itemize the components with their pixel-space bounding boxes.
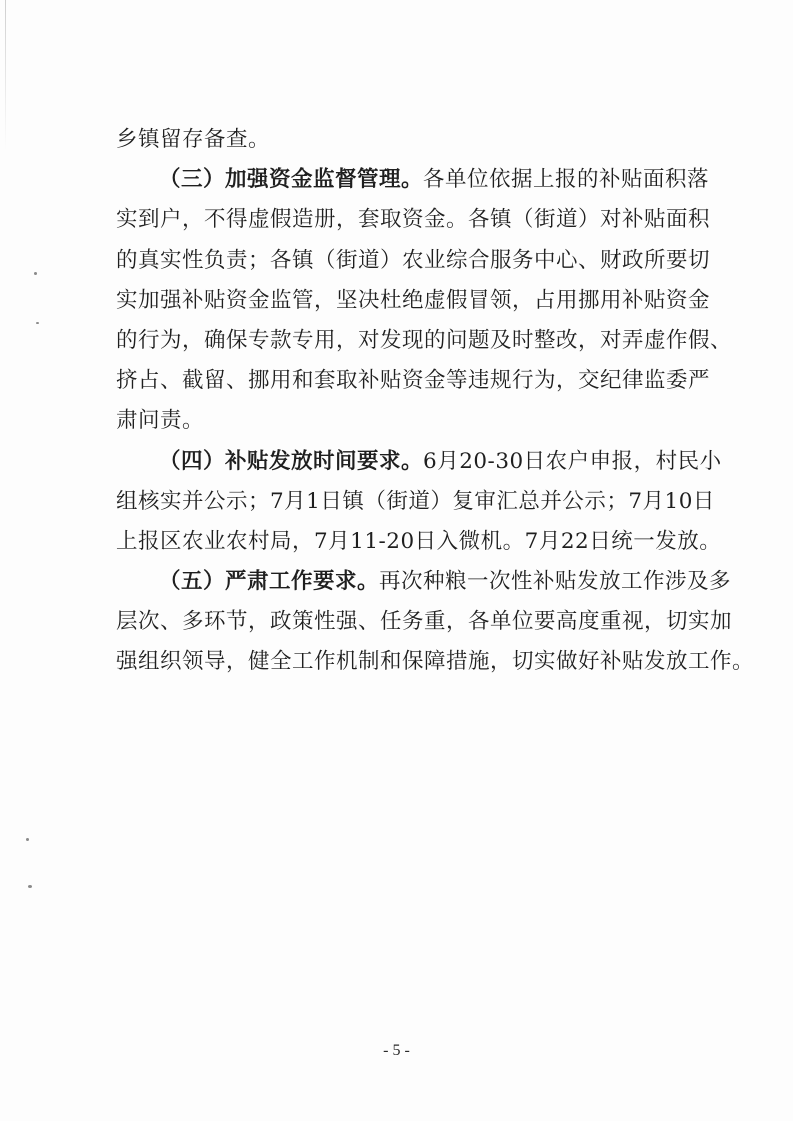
paragraph-text: 6月20-30日农户申报，村民小 [423,448,722,474]
paragraph-line: 层次、多环节，政策性强、任务重，各单位要高度重视，切实加 [116,609,733,635]
paragraph-line: 乡镇留存备查。 [116,127,271,152]
scan-speck [36,322,39,324]
section-heading: （三）加强资金监督管理。 [159,167,424,193]
paragraph-line: 实到户，不得虚假造册，套取资金。各镇（街道）对补贴面积 [116,207,711,233]
paragraph-text: 再次种粮一次性补贴发放工作涉及多 [379,569,732,595]
scan-speck [26,838,29,841]
paragraph-line: 上报区农业农村局，7月11-20日入微机。7月22日统一发放。 [116,528,722,554]
paragraph-line: 的真实性负责；各镇（街道）农业综合服务中心、财政所要切 [116,247,711,273]
scan-edge-mark [5,0,6,150]
section-heading: （四）补贴发放时间要求。 [159,448,424,474]
paragraph-line: 挤占、截留、挪用和套取补贴资金等违规行为，交纪律监委严 [116,368,711,394]
paragraph-line: 的行为，确保专款专用，对发现的问题及时整改，对弄虚作假、 [116,327,733,353]
scan-speck [34,272,37,275]
scan-speck [28,885,32,888]
paragraph-first-line [116,160,710,200]
paragraph-line: 实加强补贴资金监管，坚决杜绝虚假冒领，占用挪用补贴资金 [116,287,711,313]
paragraph-first-line [116,442,722,482]
paragraph-line: 强组织领导，健全工作机制和保障措施，切实做好补贴发放工作。 [116,649,755,675]
paragraph-text: 各单位依据上报的补贴面积落 [423,167,710,193]
paragraph-line: 组核实并公示；7月1日镇（街道）复审汇总并公示；7月10日 [116,488,715,514]
section-heading: （五）严肃工作要求。 [159,569,380,595]
page-number: - 5 - [383,1042,410,1059]
document-body [116,120,755,683]
paragraph-first-line [116,562,732,602]
paragraph-line: 肃问责。 [116,408,205,434]
